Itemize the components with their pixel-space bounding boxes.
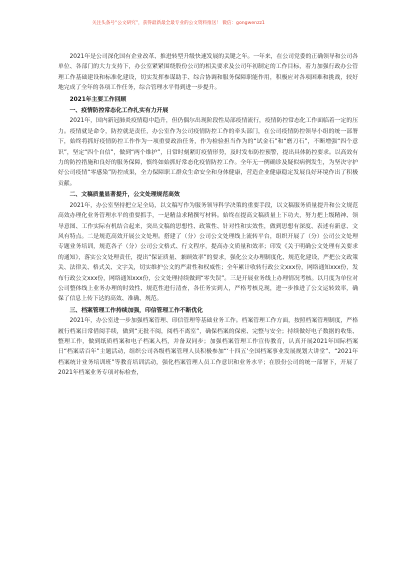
section-1-title: 一、疫情防控常态化工作扎实有力开展 [69, 108, 169, 115]
document-body [58, 52, 358, 379]
section-heading: 2021年主要工作回顾 [69, 96, 127, 103]
intro-paragraph: 2021年是公司深化国有企业改革、推进转型升级快速发展的关键之年。一年来，在公司党委的正确领导和公司各单位、各部门的大力支持下，办公室紧紧围绕股份公司的相关要求及公司年初制定的工作目标，着力加强行政办公管理工作基础建设和标准化建设，切实发挥参谋助手、综合协调和服务保障职能作用，积极应对各项困难和挑战，较好地完成了全年的各项工作任务，综合管理水平得到进一步提升。 [58, 54, 358, 92]
section-3-body: 2021年，办公室进一步加强档案管理、印信管理等基础业务工作。档案管理工作方面，按照档案管理制度，严格履行档案日常借阅手续，做到“无批不阅，阅档不离室”，确保档案的保密、完整与安全；持续做好电子数据的收集、整理工作，做到纸质档案和电子档案入档，并备双同步；加强档案管理工作宣传教育，认真开展2021年国际档案日“档案话百年”主题活动，组织公司各级档案管理人员积极参加“‘十四五’全国档案事业发展规划大讲堂”、“2021年档案统计业务培训班”等教育培训活动，强化档案管理人员工作意识和业务水平；在股份公司的统一部署下，开展了2021年档案业务专项对标检查， [58, 318, 358, 377]
section-1-body: 2021年，国内新冠肺炎疫情稳中趋升，但仍偶尔出现阶段性局部疫情流行，疫情防控常态化工作面临着一定的压力。疫情就是命令，防控就是责任，办公室作为公司疫情防控工作的牵头部门，在公司疫情防控领导小组的统一部署下，始终将抓好疫情防控工作作为一项重要政治任务，作为检验担当作为的“试金石”和“磨刀石”，不断增强“四个意识”，坚定“四个自信”，做到“两个维护”，日常时刻紧盯疫情形势，及时发布防控预警，提出具体防控要求。以高效有力的防控措施和良好的服务保障，慎终如始抓好常态化疫情防控工作。全年无一例确诊及疑似病例发生，为坚决守护好公司疫情“零感染”防控成果，全力保障职工群众生命安全和身体健康，营造企业健康稳定发展良好环境作出了积极贡献。 [58, 118, 358, 187]
section-2-title: 二、文稿质量显著提升，公文处理规范高效 [69, 192, 180, 199]
section-2-body: 2021年，办公室坚持把立足全局，以文稿写作为服务领导科学决策的重要手段，以文稿服务质量提升和公文规范高效办理化业务管理水平的重要抓手，一是精益求精撰写材料。始终在提高文稿质量上下功夫，努力把上级精神、领导意图、工作实际有机结合起来，突出文稿的思想性、政策性、针对性和实效性，做到思想有深度、表述有新意、文风有特点。二是规范高效开展公文处理。搭建了（分）公司公文处理线上流转平台，组织开展了（分）公司公文处理专题业务培训，规范各子（分）公司公文格式、行文程序，提高办文质量和效率；印发《关于明确公文处理有关要求的通知》，落实公文处理责任，提出“保证质量、兼顾效率”的要求，强化公文办理制度化、规范化建设，严把公文政策关、法律关、格式关、文字关，切实维护公文的严肃性和权威性；全年累计收转行政公文xxx份，网络通知xxx份，发布行政公文xxx份，网络通知xxx份，公文处理持续做到“零失误”。三是开展业务线上办理情况考核。以月度为单位对公司整体线上业务办理的时效性、规范性进行清查，各任务实到人，严格考核兑现，进一步推进了公文运转效率，确保了信息上传下达的高效、准确、规范。 [58, 202, 358, 303]
section-3-title: 三、档案管理工作持续加强，印信管理工作不断优化 [69, 307, 203, 314]
wechat-banner: 关注头条号“公文研究”，获得最新最全最专业的公文资料推送！ 微信：gongwenzz1 [92, 21, 265, 26]
